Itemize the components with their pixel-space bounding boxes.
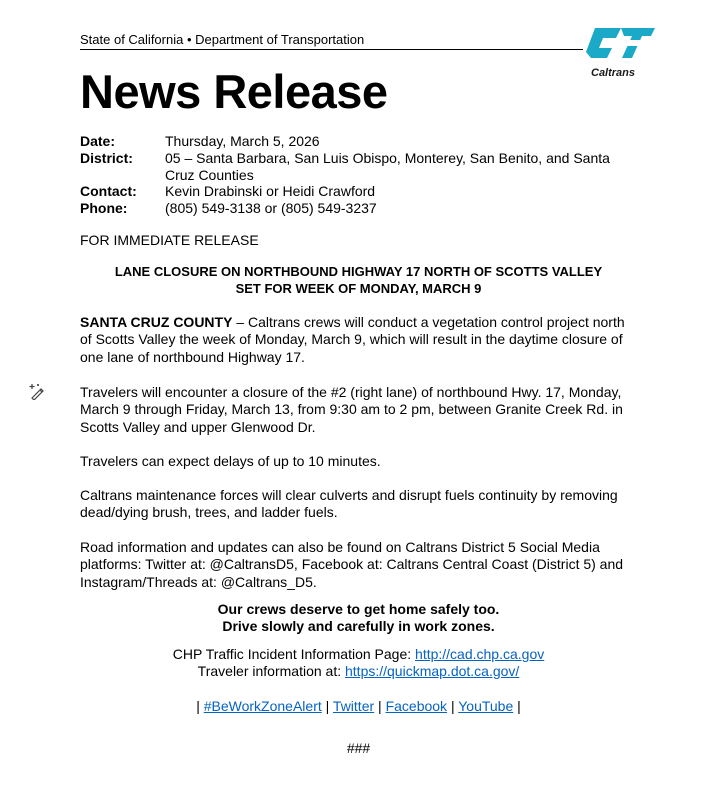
meta-value: Thursday, March 5, 2026 <box>165 133 320 149</box>
safety-message <box>60 601 657 635</box>
release-meta <box>80 133 635 217</box>
release-note: FOR IMMEDIATE RELEASE <box>80 232 259 248</box>
headline <box>60 263 657 297</box>
chp-link[interactable]: http://cad.chp.ca.gov <box>415 646 545 662</box>
meta-row-contact <box>80 183 635 200</box>
paragraph-2: Travelers will encounter a closure of the #2 (right lane) of northbound Hwy. 17, Monday, March 9 through Friday, March 13, from 9:30 am to 2 pm, between Granite Creek Rd. in Scotts Valley and upper Glenwood Dr. <box>80 384 623 435</box>
beworkzonealert-link[interactable]: #BeWorkZoneAlert <box>203 698 322 714</box>
separator: | <box>325 698 330 714</box>
meta-row-phone <box>80 200 635 217</box>
caltrans-logo <box>585 26 657 84</box>
info-links <box>60 646 657 680</box>
quickmap-link[interactable]: https://quickmap.dot.ca.gov/ <box>345 663 520 679</box>
paragraph-3: Travelers can expect delays of up to 10 minutes. <box>80 453 381 469</box>
safety-line-1: Our crews deserve to get home safely too. <box>217 601 500 617</box>
paragraph-1-text: – Caltrans crews will conduct a vegetation control project north of Scotts Valley the week of Monday, March 9, which will result in the daytime closure of one lane of northbound Highway 17. <box>80 314 625 365</box>
facebook-link[interactable]: Facebook <box>385 698 448 714</box>
paragraph-1 <box>80 314 640 366</box>
chp-label: CHP Traffic Incident Information Page: <box>172 646 416 662</box>
meta-label: District: <box>80 149 133 166</box>
meta-value: (805) 549-3138 or (805) 549-3237 <box>165 200 377 217</box>
headline-line-1: LANE CLOSURE ON NORTHBOUND HIGHWAY 17 NORTH OF SCOTTS VALLEY <box>114 264 603 279</box>
end-mark: ### <box>346 740 371 756</box>
separator: | <box>378 698 382 714</box>
meta-value: Kevin Drabinski or Heidi Crawford <box>165 183 376 200</box>
chp-info-line <box>60 646 657 663</box>
paragraph-4: Caltrans maintenance forces will clear culverts and disrupt fuels continuity by removing dead/dying brush, trees, and ladder fuels. <box>80 487 618 521</box>
dateline: SANTA CRUZ COUNTY <box>80 314 233 330</box>
twitter-link[interactable]: Twitter <box>332 698 375 714</box>
meta-label: Phone: <box>80 200 128 217</box>
traveler-label: Traveler information at: <box>197 663 345 679</box>
headline-line-2: SET FOR WEEK OF MONDAY, MARCH 9 <box>235 281 482 296</box>
separator: | <box>196 698 200 714</box>
meta-value: 05 – Santa Barbara, San Luis Obispo, Monterey, San Benito, and Santa Cruz Counties <box>165 149 610 183</box>
safety-line-2: Drive slowly and carefully in work zones. <box>222 618 495 634</box>
ai-sparkle-pen-icon[interactable] <box>28 382 46 400</box>
logo-wordmark: Caltrans <box>591 67 636 79</box>
meta-label: Date: <box>80 133 116 149</box>
meta-row-district <box>80 150 635 184</box>
youtube-link[interactable]: YouTube <box>458 698 514 714</box>
social-links <box>60 698 657 715</box>
paragraph-5: Road information and updates can also be found on Caltrans District 5 Social Media platforms: Twitter at: @CaltransD5, Facebook at: Caltrans Central Coast (District 5) and Instagram/Threads at: @Caltrans_D5. <box>80 539 624 590</box>
meta-row-date <box>80 133 635 150</box>
traveler-info-line <box>60 663 657 680</box>
separator: | <box>450 698 455 714</box>
agency-line: State of California • Department of Transportation <box>80 32 583 50</box>
meta-label: Contact: <box>80 183 137 200</box>
separator: | <box>517 698 521 714</box>
page-title: News Release <box>80 65 388 118</box>
